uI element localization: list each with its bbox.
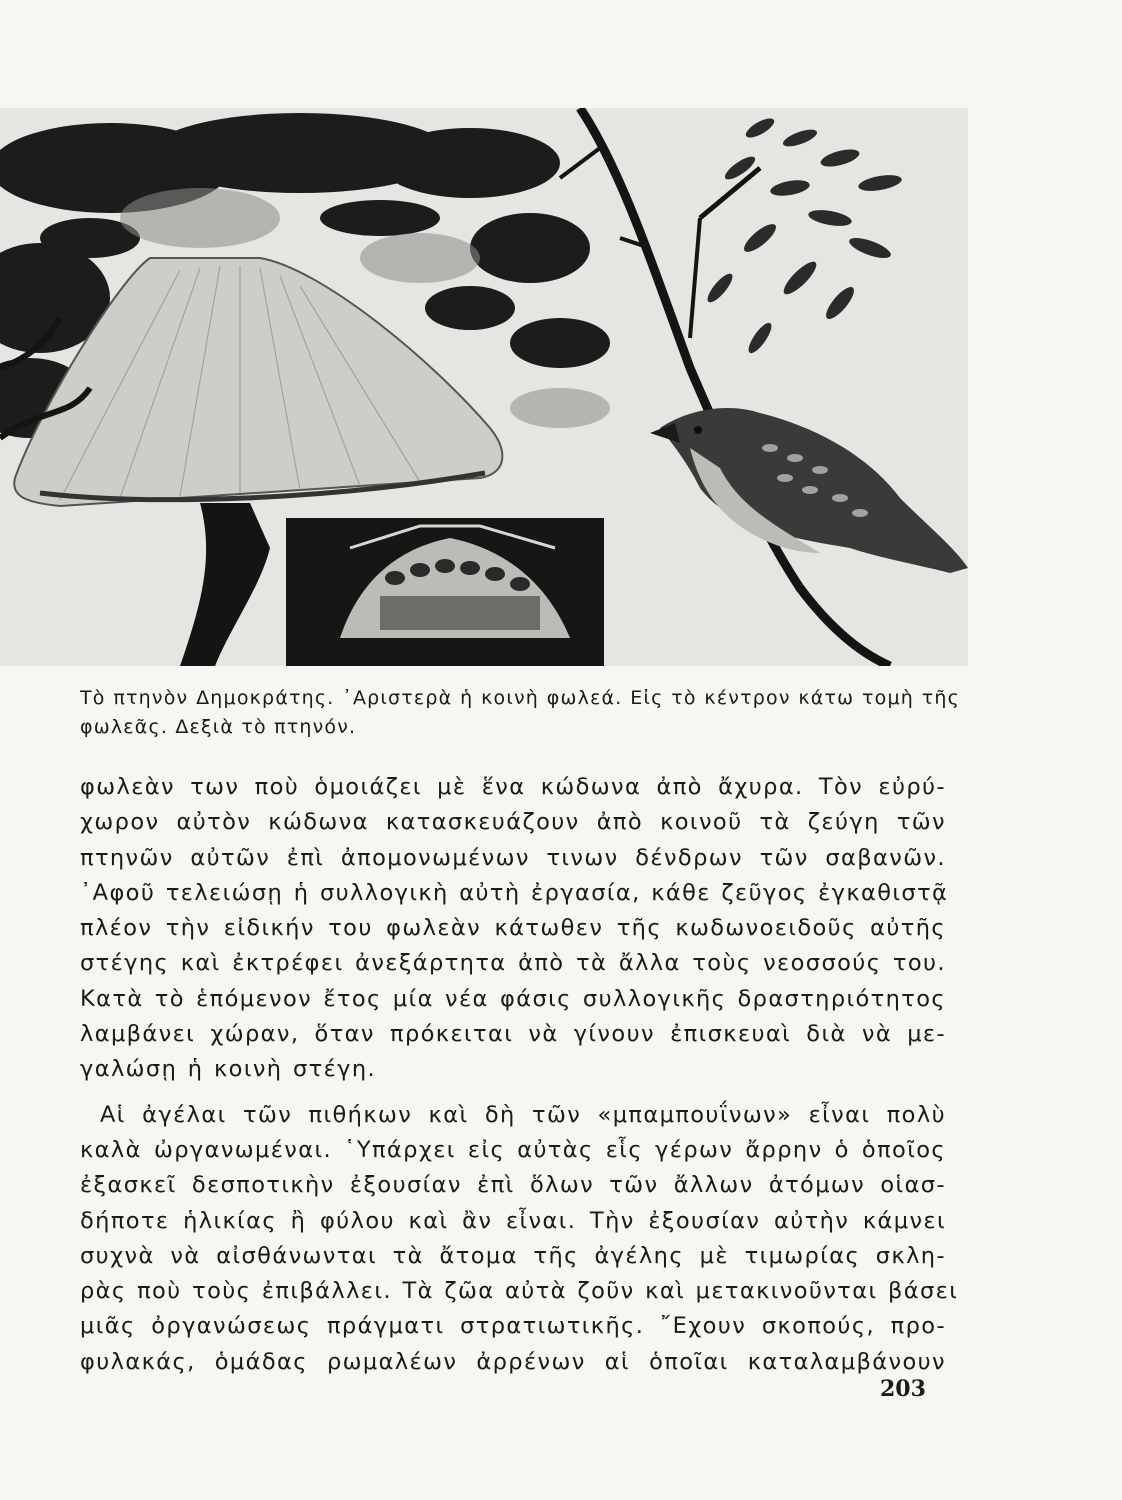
text-line: Αἱ ἀγέλαι τῶν πιθήκων καὶ δὴ τῶν «μπαμπουΐνων» εἶναι πολὺ	[100, 1101, 946, 1128]
weaver-bird-nest-illustration	[0, 108, 968, 666]
nest-cross-section	[286, 518, 604, 666]
paragraph-2	[80, 1098, 959, 1380]
text-line: Κατὰ τὸ ἑπόμενον ἔτος μία νέα φάσις συλλογικῆς δραστηριότητος	[80, 985, 946, 1012]
figure-illustration	[0, 108, 968, 666]
text-line: καλὰ ὠργανωμέναι. ῾Υπάρχει εἰς αὐτὰς εἷς γέρων ἄρρην ὁ ὁποῖος	[80, 1136, 946, 1163]
text-line: χωρον αὐτὸν κώδωνα κατασκευάζουν ἀπὸ κοινοῦ τὰ ζεύγη τῶν	[80, 809, 946, 836]
body-text	[80, 770, 959, 1380]
figure-caption: Τὸ πτηνὸν Δημοκράτης. ᾿Αριστερὰ ἡ κοινὴ φωλεά. Εἰς τὸ κέντρον κάτω τομὴ τῆς φωλεᾶς. Δεξιὰ τὸ πτηνόν.	[80, 687, 960, 738]
text-line: λαμβάνει χώραν, ὅταν πρόκειται νὰ γίνουν ἐπισκευαὶ διὰ νὰ με-	[80, 1021, 946, 1048]
text-line: μιᾶς ὀργανώσεως πράγματι στρατιωτικῆς. ῎Εχουν σκοπούς, προ-	[80, 1313, 946, 1340]
text-line: γαλώσῃ ἡ κοινὴ στέγη.	[80, 1056, 377, 1083]
text-line: στέγης καὶ ἐκτρέφει ἀνεξάρτητα ἀπὸ τὰ ἄλλα τοὺς νεοσσούς του.	[80, 950, 946, 977]
text-line: δήποτε ἡλικίας ἢ φύλου καὶ ἂν εἶναι. Τὴν ἐξουσίαν αὐτὴν κάμνει	[80, 1207, 946, 1234]
paragraph-1	[80, 770, 949, 1088]
text-line: πτηνῶν αὐτῶν ἐπὶ ἀπομονωμένων τινων δένδρων τῶν σαβανῶν.	[80, 844, 946, 871]
page-number: 203	[880, 1376, 926, 1402]
text-line: ρὰς ποὺ τοὺς ἐπιβάλλει. Τὰ ζῶα αὐτὰ ζοῦν καὶ μετακινοῦνται βάσει	[80, 1278, 959, 1305]
text-line: πλέον τὴν εἰδικήν του φωλεὰν κάτωθεν τῆς κωδωνοειδοῦς αὐτῆς	[80, 915, 946, 942]
text-line: ᾿Αφοῦ τελειώσῃ ἡ συλλογικὴ αὐτὴ ἐργασία, κάθε ζεῦγος ἐγκαθιστᾷ	[80, 879, 949, 906]
text-line: φυλακάς, ὁμάδας ρωμαλέων ἀρρένων αἱ ὁποῖαι καταλαμβάνουν	[80, 1348, 946, 1375]
text-line: ἐξασκεῖ δεσποτικὴν ἐξουσίαν ἐπὶ ὅλων τῶν ἄλλων ἀτόμων οἱασ-	[80, 1172, 946, 1199]
text-line: συχνὰ νὰ αἰσθάνωνται τὰ ἄτομα τῆς ἀγέλης μὲ τιμωρίας σκλη-	[80, 1242, 946, 1269]
text-line: φωλεὰν των ποὺ ὁμοιάζει μὲ ἕνα κώδωνα ἀπὸ ἄχυρα. Τὸν εὐρύ-	[80, 774, 946, 800]
